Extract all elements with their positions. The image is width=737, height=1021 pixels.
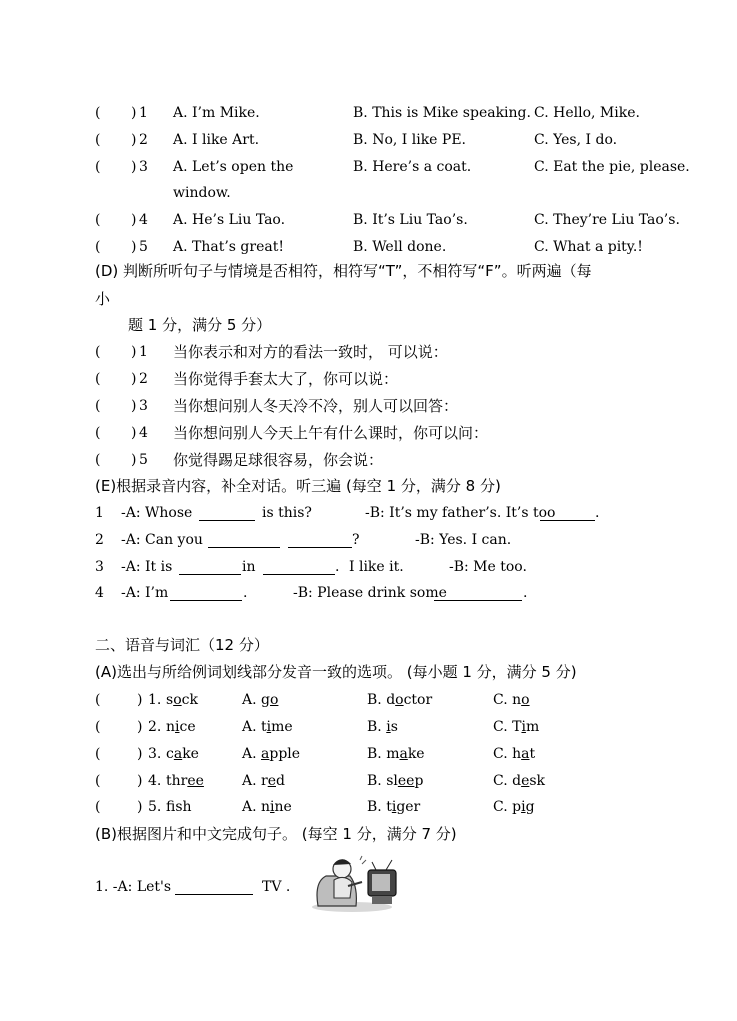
- e-a-text: -A: It is: [121, 559, 173, 575]
- question-number: 2: [139, 132, 148, 148]
- judge-question-row: [95, 370, 399, 388]
- e-num: 3: [95, 559, 104, 575]
- c: C. pig: [493, 799, 535, 815]
- option-b: B. Here’s a coat.: [353, 159, 472, 175]
- phonics-question-row: [95, 798, 535, 816]
- underlined-letters: i: [521, 799, 526, 815]
- option-b: B. It’s Liu Tao’s.: [353, 212, 468, 228]
- paren-open[interactable]: (: [95, 159, 101, 175]
- underlined-letters: o: [521, 692, 530, 708]
- paren-close: ): [137, 746, 143, 762]
- b: B. doctor: [367, 692, 433, 708]
- phonics-question-row: [95, 718, 540, 736]
- answer-blank[interactable]: [179, 562, 241, 575]
- option-a-cont: window.: [173, 185, 231, 201]
- paren-open[interactable]: (: [95, 344, 101, 360]
- w: sock: [166, 692, 198, 708]
- underlined-letters: o: [173, 692, 182, 708]
- option-b: B. Well done.: [353, 239, 447, 255]
- b: B. tiger: [367, 799, 421, 815]
- answer-blank[interactable]: [170, 588, 242, 601]
- underlined-letters: i: [521, 719, 526, 735]
- judge-question-row: [95, 424, 489, 442]
- underlined-letters: ee: [187, 773, 204, 789]
- paren-close: ): [137, 719, 143, 735]
- question-number: 1.: [148, 692, 162, 708]
- paren-open[interactable]: (: [95, 773, 101, 789]
- b: B. make: [367, 746, 425, 762]
- b: B. sleep: [367, 773, 424, 789]
- paren-close: ): [131, 212, 137, 228]
- question-text: 当你想问别人今天上午有什么课时，你可以问：: [173, 424, 489, 442]
- paren-open[interactable]: (: [95, 371, 101, 387]
- option-a: A. He’s Liu Tao.: [173, 212, 286, 228]
- paren-open[interactable]: (: [95, 105, 101, 121]
- paren-close: ): [131, 105, 137, 121]
- underlined-letters: e: [521, 773, 530, 789]
- c: C. desk: [493, 773, 546, 789]
- c: C. no: [493, 692, 530, 708]
- phonics-question-row: [95, 772, 546, 790]
- option-b: B. This is Mike speaking.: [353, 105, 531, 121]
- question-number: 5.: [148, 799, 162, 815]
- judge-question-row: [95, 343, 448, 361]
- b: B. is: [367, 719, 398, 735]
- paren-open[interactable]: (: [95, 132, 101, 148]
- paren-close: ): [131, 452, 137, 468]
- e-b-text: .: [595, 505, 600, 521]
- question-number: 3: [139, 159, 148, 175]
- answer-blank[interactable]: [434, 588, 522, 601]
- underlined-letters: a: [399, 746, 408, 762]
- underlined-letters: e: [267, 773, 276, 789]
- paren-close: ): [137, 799, 143, 815]
- underlined-letters: ee: [397, 773, 415, 789]
- question-text: 当你表示和对方的看法一致时， 可以说：: [173, 343, 448, 361]
- question-number: 4.: [148, 773, 162, 789]
- option-c: C. Yes, I do.: [534, 132, 618, 148]
- e-num: 4: [95, 585, 104, 601]
- underlined-letters: i: [266, 719, 272, 735]
- paren-open[interactable]: (: [95, 398, 101, 414]
- answer-blank[interactable]: [288, 535, 352, 548]
- underlined-letters: i: [386, 719, 391, 735]
- b-q1-text: 1. -A: Let's: [95, 879, 172, 895]
- option-a: A. Let’s open the: [173, 159, 294, 175]
- section-d-title-cont: 小: [95, 290, 111, 308]
- e-b-text: -B: It’s my father’s. It’s too: [365, 505, 556, 521]
- e-b-text: .: [523, 585, 528, 601]
- part2-title: 二、语音与词汇（12 分）: [95, 636, 269, 654]
- question-text: 当你想问别人冬天冷不冷，别人可以回答：: [173, 397, 459, 415]
- listening-question-row: [95, 104, 640, 122]
- answer-blank[interactable]: [263, 562, 335, 575]
- part2-a-title: (A)选出与所给例词划线部分发音一致的选项。 (每小题 1 分，满分 5 分): [95, 663, 577, 681]
- option-c: C. What a pity.!: [534, 239, 643, 255]
- paren-close: ): [137, 773, 143, 789]
- e-line-4: [95, 584, 528, 602]
- paren-close: ): [131, 371, 137, 387]
- paren-open[interactable]: (: [95, 239, 101, 255]
- question-number: 2: [139, 371, 148, 387]
- section-e-title: (E)根据录音内容，补全对话。听三遍 (每空 1 分，满分 8 分): [95, 477, 501, 495]
- paren-open[interactable]: (: [95, 719, 101, 735]
- paren-open[interactable]: (: [95, 212, 101, 228]
- paren-open[interactable]: (: [95, 799, 101, 815]
- paren-close: ): [131, 425, 137, 441]
- paren-open[interactable]: (: [95, 746, 101, 762]
- question-number: 1: [139, 105, 148, 121]
- listening-question-row: [95, 211, 680, 229]
- listening-question-row: [95, 158, 690, 201]
- w: cake: [166, 746, 199, 762]
- section-d-title: (D) 判断所听句子与情境是否相符，相符写“T”，不相符写“F”。听两遍（每: [95, 262, 592, 280]
- e-a-text: .: [335, 559, 340, 575]
- option-c: C. Hello, Mike.: [534, 105, 640, 121]
- w: fsh: [166, 799, 192, 815]
- a: A. go: [242, 692, 279, 708]
- listening-question-row: [95, 238, 643, 256]
- c: C. Tim: [493, 719, 540, 735]
- paren-close: ): [137, 692, 143, 708]
- c: C. hat: [493, 746, 536, 762]
- e-a-text: in: [242, 559, 256, 575]
- e-a-text: I like it.: [349, 559, 404, 575]
- question-number: 4: [139, 212, 148, 228]
- phonics-question-row: [95, 745, 536, 763]
- option-a: A. That’s great!: [173, 239, 284, 255]
- e-line-3: [95, 558, 527, 576]
- w: nice: [166, 719, 196, 735]
- answer-blank[interactable]: [208, 535, 280, 548]
- question-number: 4: [139, 425, 148, 441]
- question-number: 3.: [148, 746, 162, 762]
- e-line-1: [95, 504, 600, 522]
- underlined-letters: i: [270, 799, 275, 815]
- question-number: 5: [139, 239, 148, 255]
- e-a-text: is this?: [262, 505, 312, 521]
- paren-open[interactable]: (: [95, 452, 101, 468]
- a: A. time: [242, 719, 293, 735]
- paren-close: ): [131, 132, 137, 148]
- question-number: 3: [139, 398, 148, 414]
- underlined-letters: a: [521, 746, 530, 762]
- paren-close: ): [131, 239, 137, 255]
- paren-open[interactable]: (: [95, 692, 101, 708]
- b-question-1: [95, 878, 291, 896]
- e-a-text: -A: Whose: [121, 505, 193, 521]
- e-num: 2: [95, 532, 104, 548]
- paren-close: ): [131, 344, 137, 360]
- e-num: 1: [95, 505, 104, 521]
- a: A. red: [242, 773, 285, 789]
- option-a: A. I’m Mike.: [173, 105, 260, 121]
- judge-question-row: [95, 451, 384, 469]
- option-c: C. They’re Liu Tao’s.: [534, 212, 680, 228]
- b-q1-text-end: TV .: [262, 879, 291, 895]
- boy-watching-tv-illustration: [310, 852, 402, 914]
- a: A. apple: [242, 746, 301, 762]
- e-line-2: [95, 531, 512, 549]
- paren-close: ): [131, 159, 137, 175]
- phonics-question-row: [95, 691, 530, 709]
- e-a-text: -A: Can you: [121, 532, 203, 548]
- question-number: 5: [139, 452, 148, 468]
- e-b-text: -B: Please drink some: [293, 585, 447, 601]
- question-text: 当你觉得手套太大了，你可以说：: [173, 370, 399, 388]
- underlined-letters: o: [395, 692, 404, 708]
- e-b-text: -B: Yes. I can.: [415, 532, 512, 548]
- question-number: 1: [139, 344, 148, 360]
- question-number: 2.: [148, 719, 162, 735]
- paren-close: ): [131, 398, 137, 414]
- answer-blank[interactable]: [540, 508, 595, 521]
- option-a: A. I like Art.: [173, 132, 260, 148]
- judge-question-row: [95, 397, 459, 415]
- option-b: B. No, I like PE.: [353, 132, 467, 148]
- section-d-title-cont2: 题 1 分，满分 5 分）: [128, 316, 272, 334]
- paren-open[interactable]: (: [95, 425, 101, 441]
- underlined-letters: i: [175, 719, 180, 735]
- underlined-letters: a: [261, 746, 270, 762]
- a: A. nine: [242, 799, 292, 815]
- underlined-letters: o: [269, 692, 279, 708]
- answer-blank[interactable]: [175, 882, 253, 895]
- e-a-text: ?: [352, 532, 360, 548]
- answer-blank[interactable]: [199, 508, 255, 521]
- part2-b-title: (B)根据图片和中文完成句子。 (每空 1 分，满分 7 分): [95, 825, 457, 843]
- option-c: C. Eat the pie, please.: [534, 159, 690, 175]
- w: three: [166, 773, 204, 789]
- e-a-text: -A: I’m: [121, 585, 169, 601]
- e-a-text: .: [243, 585, 248, 601]
- question-text: 你觉得踢足球很容易，你会说：: [173, 451, 384, 469]
- e-b-text: -B: Me too.: [449, 559, 527, 575]
- underlined-letters: a: [173, 746, 183, 762]
- listening-question-row: [95, 131, 618, 149]
- underlined-letters: i: [391, 799, 397, 815]
